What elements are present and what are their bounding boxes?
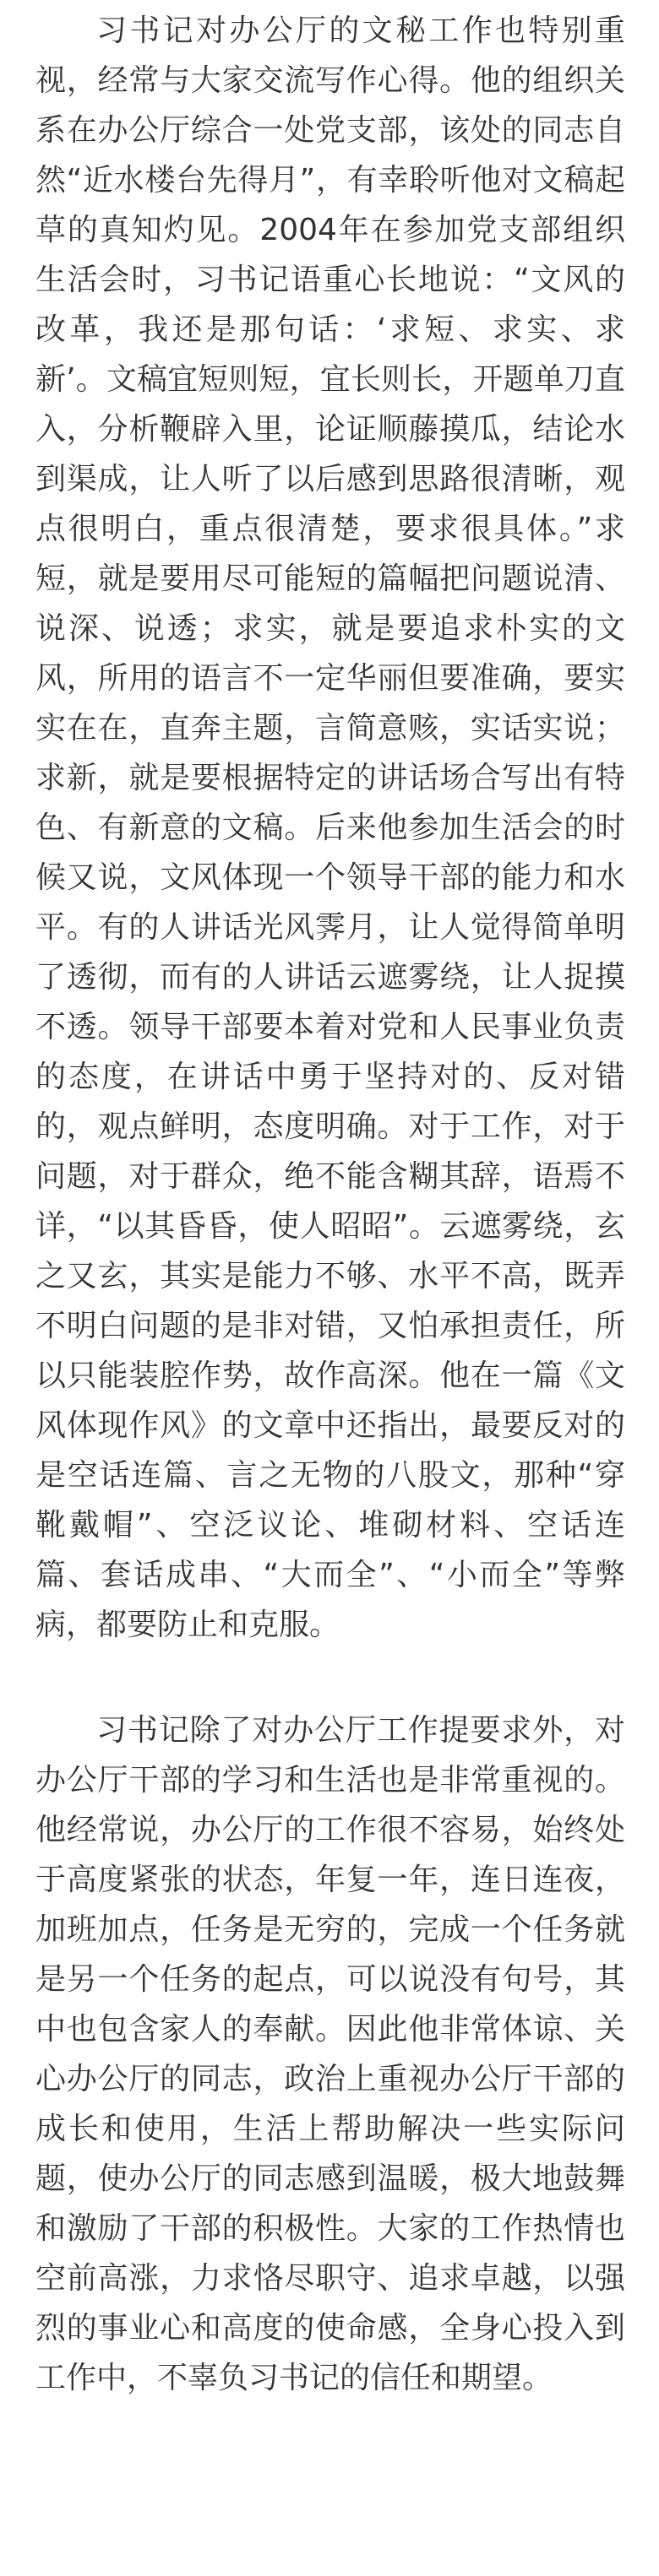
paragraph-writing-style: 习书记对办公厅的文秘工作也特别重视，经常与大家交流写作心得。他的组织关系在办公厅综合一处党支部，该处的同志自然“近水楼台先得月”，有幸聆听他对文稿起草的真知灼见。2004年在参加党支部组织生活会时，习书记语重心长地说：“文风的改革，我还是那句话：‘求短、求实、求新’。文稿宜短则短，宜长则长，开题单刀直入，分析鞭辟入里，论证顺藤摸瓜，结论水到渠成，让人听了以后感到思路很清晰，观点很明白，重点很清楚，要求很具体。”求短，就是要用尽可能短的篇幅把问题说清、说深、说透；求实，就是要追求朴实的文风，所用的语言不一定华丽但要准确，要实实在在，直奔主题，言简意赅，实话实说；求新，就是要根据特定的讲话场合写出有特色、有新意的文稿。后来他参加生活会的时候又说，文风体现一个领导干部的能力和水平。有的人讲话光风霁月，让人觉得简单明了透彻，而有的人讲话云遮雾绕，让人捉摸不透。领导干部要本着对党和人民事业负责的态度，在讲话中勇于坚持对的、反对错的，观点鲜明，态度明确。对于工作，对于问题，对于群众，绝不能含糊其辞，语焉不详，“以其昏昏，使人昭昭”。云遮雾绕，玄之又玄，其实是能力不够、水平不高，既弄不明白问题的是非对错，又怕承担责任，所以只能装腔作势，故作高深。他在一篇《文风体现作风》的文章中还指出，最要反对的是空话连篇、言之无物的八股文，那种“穿靴戴帽”、空泛议论、堆砌材料、空话连篇、套话成串、“大而全”、“小而全”等弊病，都要防止和克服。 [35,14,625,1642]
paragraph-staff-care: 习书记除了对办公厅工作提要求外，对办公厅干部的学习和生活也是非常重视的。他经常说，办公厅的工作很不容易，始终处于高度紧张的状态，年复一年，连日连夜，加班加点，任务是无穷的，完成一个任务就是另一个任务的起点，可以说没有句号，其中也包含家人的奉献。因此他非常体谅、关心办公厅的同志，政治上重视办公厅干部的成长和使用，生活上帮助解决一些实际问题，使办公厅的同志感到温暖，极大地鼓舞和激励了干部的积极性。大家的工作热情也空前高涨，力求恪尽职守、追求卓越，以强烈的事业心和高度的使命感，全身心投入到工作中，不辜负习书记的信任和期望。 [35,1713,625,2395]
